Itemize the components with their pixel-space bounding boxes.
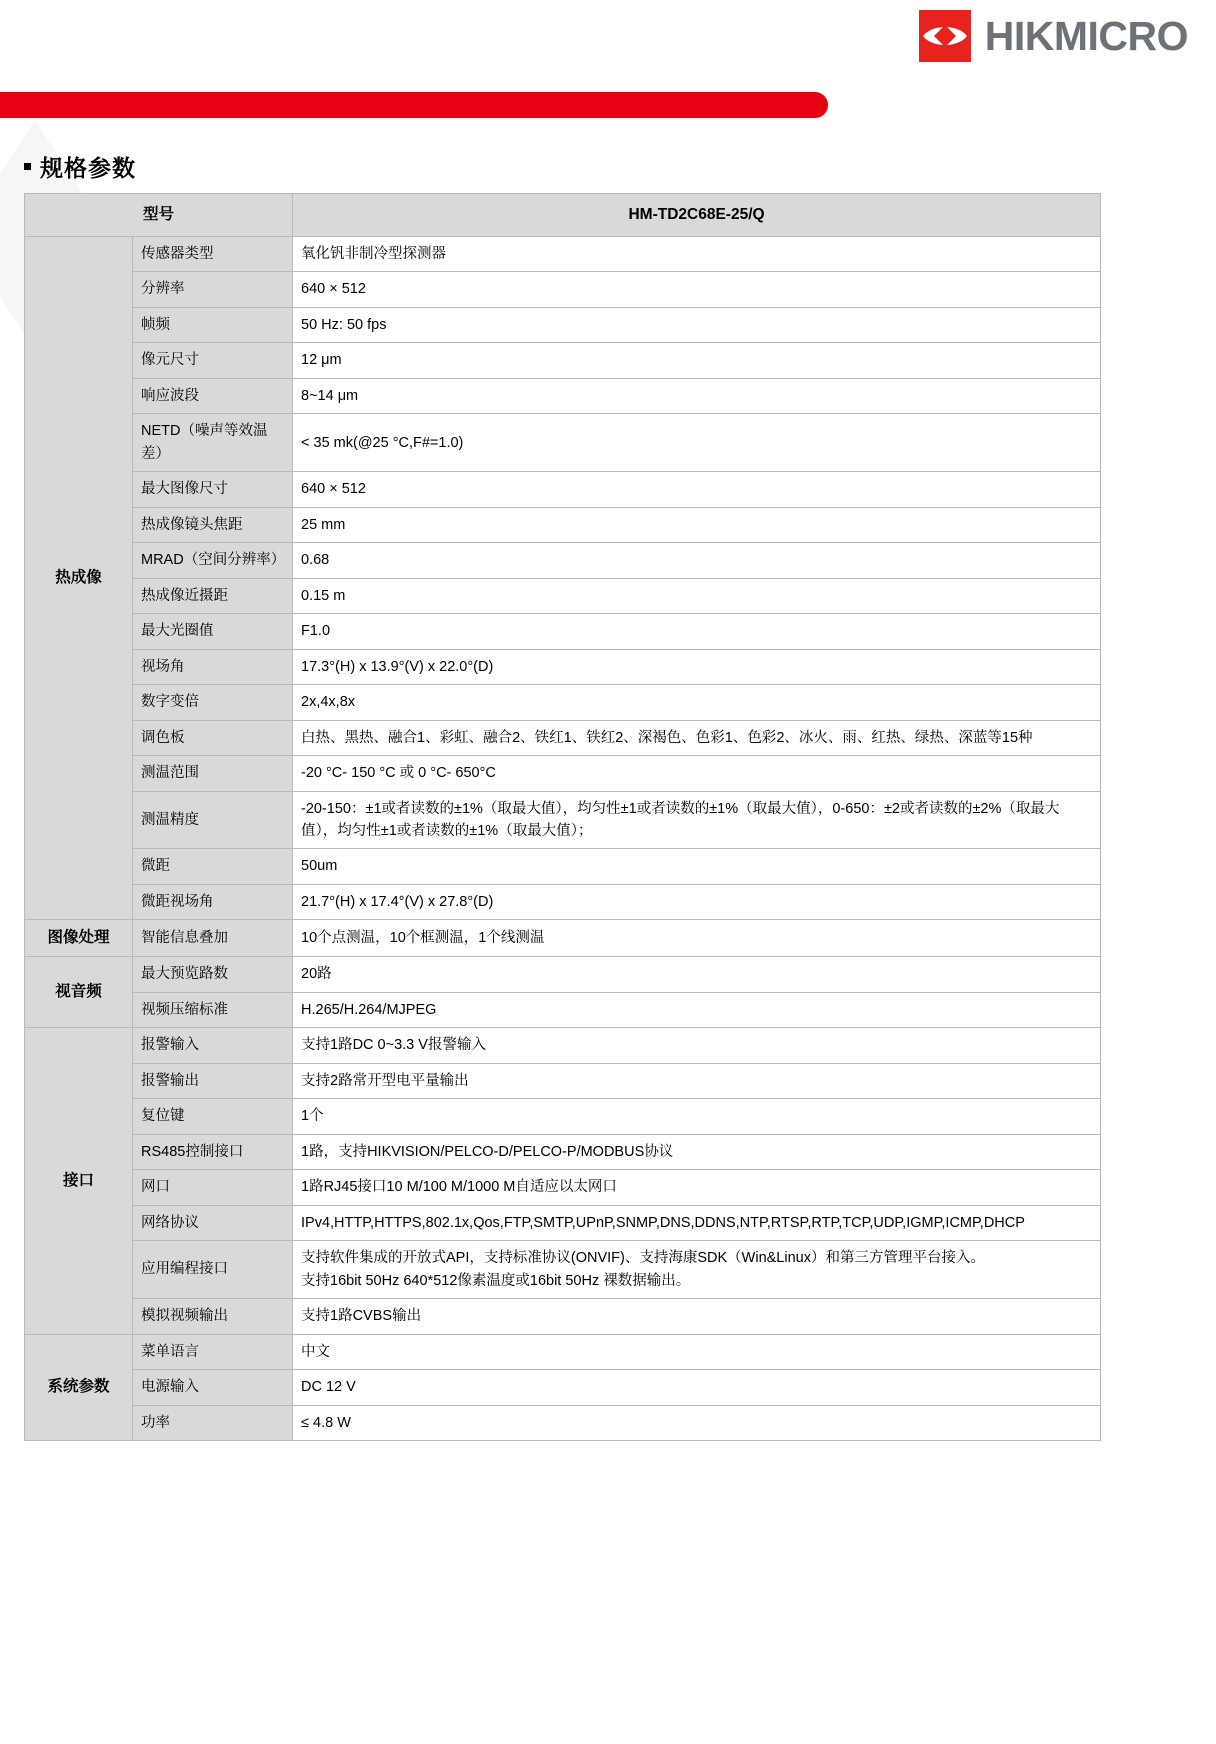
spec-value: [293, 1028, 1101, 1063]
spec-value: [293, 957, 1101, 992]
spec-key: NETD（噪声等效温差）: [133, 414, 293, 472]
spec-value: [293, 472, 1101, 507]
spec-value: [293, 1063, 1101, 1098]
spec-value-line: -20-150：±1或者读数的±1%（取最大值），均匀性±1或者读数的±1%（取最大值），0-650：±2或者读数的±2%（取最大值），均匀性±1或者读数的±1%（取最大值）；: [301, 800, 1060, 839]
spec-value-line: 12 μm: [301, 352, 342, 369]
spec-value: [293, 649, 1101, 684]
spec-key: 数字变倍: [133, 685, 293, 720]
spec-key: 网络协议: [133, 1205, 293, 1240]
table-row: [25, 237, 1101, 272]
spec-value-line: 支持2路常开型电平量输出: [301, 1072, 469, 1089]
spec-value: [293, 307, 1101, 342]
spec-key: 像元尺寸: [133, 343, 293, 378]
spec-value: [293, 1405, 1101, 1440]
spec-value: [293, 992, 1101, 1027]
table-row: [25, 578, 1101, 613]
spec-value-line: 中文: [301, 1343, 331, 1360]
spec-value: [293, 1334, 1101, 1369]
table-row: [25, 920, 1101, 957]
spec-value-line: 21.7°(H) x 17.4°(V) x 27.8°(D): [301, 893, 494, 910]
spec-value: [293, 614, 1101, 649]
spec-key: 响应波段: [133, 378, 293, 413]
spec-key: 最大图像尺寸: [133, 472, 293, 507]
table-row: [25, 614, 1101, 649]
table-row: [25, 756, 1101, 791]
spec-key: 微距视场角: [133, 884, 293, 919]
spec-value: [293, 237, 1101, 272]
spec-value: [293, 507, 1101, 542]
table-row: [25, 1370, 1101, 1405]
model-value-cell: HM-TD2C68E-25/Q: [293, 194, 1101, 237]
spec-value-line: 20路: [301, 966, 332, 983]
spec-key: MRAD（空间分辨率）: [133, 543, 293, 578]
spec-value-line: 50 Hz: 50 fps: [301, 316, 387, 333]
spec-key: 热成像近摄距: [133, 578, 293, 613]
spec-key: 最大预览路数: [133, 957, 293, 992]
table-row: [25, 378, 1101, 413]
group-label-3: 接口: [25, 1028, 133, 1334]
brand-logo: [919, 10, 1188, 62]
spec-value-line: DC 12 V: [301, 1379, 356, 1396]
group-label-2: 视音频: [25, 957, 133, 1028]
spec-value: [293, 1134, 1101, 1169]
spec-key: 热成像镜头焦距: [133, 507, 293, 542]
spec-value: [293, 791, 1101, 849]
spec-value: [293, 849, 1101, 884]
spec-key: 报警输出: [133, 1063, 293, 1098]
table-row: [25, 957, 1101, 992]
table-row: [25, 343, 1101, 378]
section-title-text: 规格参数: [40, 155, 136, 181]
table-row: [25, 1334, 1101, 1369]
spec-key: 视场角: [133, 649, 293, 684]
spec-value-line: 0.15 m: [301, 587, 346, 604]
spec-value-line: ≤ 4.8 W: [301, 1414, 351, 1431]
spec-value: [293, 1099, 1101, 1134]
spec-value-line: 氧化钒非制冷型探测器: [301, 246, 447, 263]
spec-value: [293, 685, 1101, 720]
page-header: [0, 0, 1216, 78]
spec-value-line: 25 mm: [301, 516, 346, 533]
table-row: [25, 720, 1101, 755]
spec-value-line: 白热、黑热、融合1、彩虹、融合2、铁红1、铁红2、深褐色、色彩1、色彩2、冰火、雨、红热、绿热、深蓝等15种: [301, 729, 1033, 746]
spec-value-line: < 35 mk(@25 °C,F#=1.0): [301, 434, 464, 451]
spec-key: 测温精度: [133, 791, 293, 849]
spec-value-line: 支持16bit 50Hz 640*512像素温度或16bit 50Hz 裸数据输出。: [301, 1272, 691, 1289]
spec-key: 应用编程接口: [133, 1241, 293, 1299]
spec-value: [293, 272, 1101, 307]
table-row: [25, 791, 1101, 849]
spec-value: [293, 543, 1101, 578]
group-label-4: 系统参数: [25, 1334, 133, 1440]
spec-value: [293, 1299, 1101, 1334]
spec-key: 报警输入: [133, 1028, 293, 1063]
table-row: [25, 1063, 1101, 1098]
table-row: [25, 649, 1101, 684]
spec-value-line: 1个: [301, 1108, 324, 1125]
table-header-row: [25, 194, 1101, 237]
model-label-cell: 型号: [25, 194, 293, 237]
spec-key: 模拟视频输出: [133, 1299, 293, 1334]
spec-key: 帧频: [133, 307, 293, 342]
group-label-0: 热成像: [25, 237, 133, 920]
table-row: [25, 272, 1101, 307]
spec-key: 最大光圈值: [133, 614, 293, 649]
spec-value-line: 1路RJ45接口10 M/100 M/1000 M自适应以太网口: [301, 1179, 617, 1196]
spec-value-line: 8~14 μm: [301, 387, 359, 404]
spec-value: [293, 720, 1101, 755]
square-bullet-icon: [24, 163, 31, 170]
spec-value: [293, 1170, 1101, 1205]
spec-key: 电源输入: [133, 1370, 293, 1405]
spec-value: [293, 578, 1101, 613]
spec-key: 视频压缩标准: [133, 992, 293, 1027]
spec-value-line: -20 °C- 150 °C 或 0 °C- 650°C: [301, 765, 496, 782]
spec-key: 测温范围: [133, 756, 293, 791]
spec-value: [293, 884, 1101, 919]
spec-value: [293, 756, 1101, 791]
spec-value: [293, 1241, 1101, 1299]
spec-table: [24, 193, 1101, 1441]
spec-value-line: 0.68: [301, 552, 330, 569]
page-title: [24, 150, 1216, 183]
table-row: [25, 1028, 1101, 1063]
spec-value-line: 2x,4x,8x: [301, 694, 356, 711]
table-row: [25, 414, 1101, 472]
table-row: [25, 543, 1101, 578]
table-row: [25, 1134, 1101, 1169]
spec-value-line: 640 × 512: [301, 481, 366, 498]
spec-value: [293, 1205, 1101, 1240]
brand-name: HIKMICRO: [984, 12, 1188, 59]
spec-key: 网口: [133, 1170, 293, 1205]
table-row: [25, 1241, 1101, 1299]
spec-value: [293, 378, 1101, 413]
red-accent-bar: [0, 92, 828, 118]
spec-value-line: 支持1路DC 0~3.3 V报警输入: [301, 1037, 486, 1054]
spec-value-line: 支持1路CVBS输出: [301, 1308, 422, 1325]
group-label-1: 图像处理: [25, 920, 133, 957]
spec-value-line: IPv4,HTTP,HTTPS,802.1x,Qos,FTP,SMTP,UPnP,SNMP,DNS,DDNS,NTP,RTSP,RTP,TCP,UDP,IGMP,ICMP,DHCP: [301, 1214, 1025, 1231]
table-row: [25, 507, 1101, 542]
table-row: [25, 472, 1101, 507]
table-row: [25, 1170, 1101, 1205]
spec-value: [293, 343, 1101, 378]
spec-value: [293, 920, 1101, 957]
spec-key: 微距: [133, 849, 293, 884]
table-row: [25, 849, 1101, 884]
spec-value-line: 17.3°(H) x 13.9°(V) x 22.0°(D): [301, 658, 494, 675]
table-row: [25, 307, 1101, 342]
spec-key: 分辨率: [133, 272, 293, 307]
table-row: [25, 884, 1101, 919]
spec-value-line: 1路，支持HIKVISION/PELCO-D/PELCO-P/MODBUS协议: [301, 1143, 674, 1160]
spec-value-line: 640 × 512: [301, 281, 366, 298]
table-row: [25, 1299, 1101, 1334]
table-row: [25, 1205, 1101, 1240]
spec-value-line: 10个点测温，10个框测温，1个线测温: [301, 930, 545, 947]
red-accent-bar-wrap: [0, 92, 1216, 122]
spec-value: [293, 414, 1101, 472]
spec-key: 复位键: [133, 1099, 293, 1134]
spec-value-line: H.265/H.264/MJPEG: [301, 1001, 437, 1018]
spec-key: 智能信息叠加: [133, 920, 293, 957]
spec-value-line: 支持软件集成的开放式API，支持标准协议(ONVIF)、支持海康SDK（Win&Linux）和第三方管理平台接入。: [301, 1250, 985, 1267]
spec-value-line: 50um: [301, 858, 338, 875]
spec-key: 菜单语言: [133, 1334, 293, 1369]
table-row: [25, 992, 1101, 1027]
spec-key: 传感器类型: [133, 237, 293, 272]
spec-value-line: F1.0: [301, 623, 331, 640]
table-row: [25, 685, 1101, 720]
table-row: [25, 1405, 1101, 1440]
table-row: [25, 1099, 1101, 1134]
hikmicro-diamond-eye-icon: [919, 10, 971, 62]
spec-key: RS485控制接口: [133, 1134, 293, 1169]
spec-value: [293, 1370, 1101, 1405]
spec-key: 功率: [133, 1405, 293, 1440]
spec-key: 调色板: [133, 720, 293, 755]
